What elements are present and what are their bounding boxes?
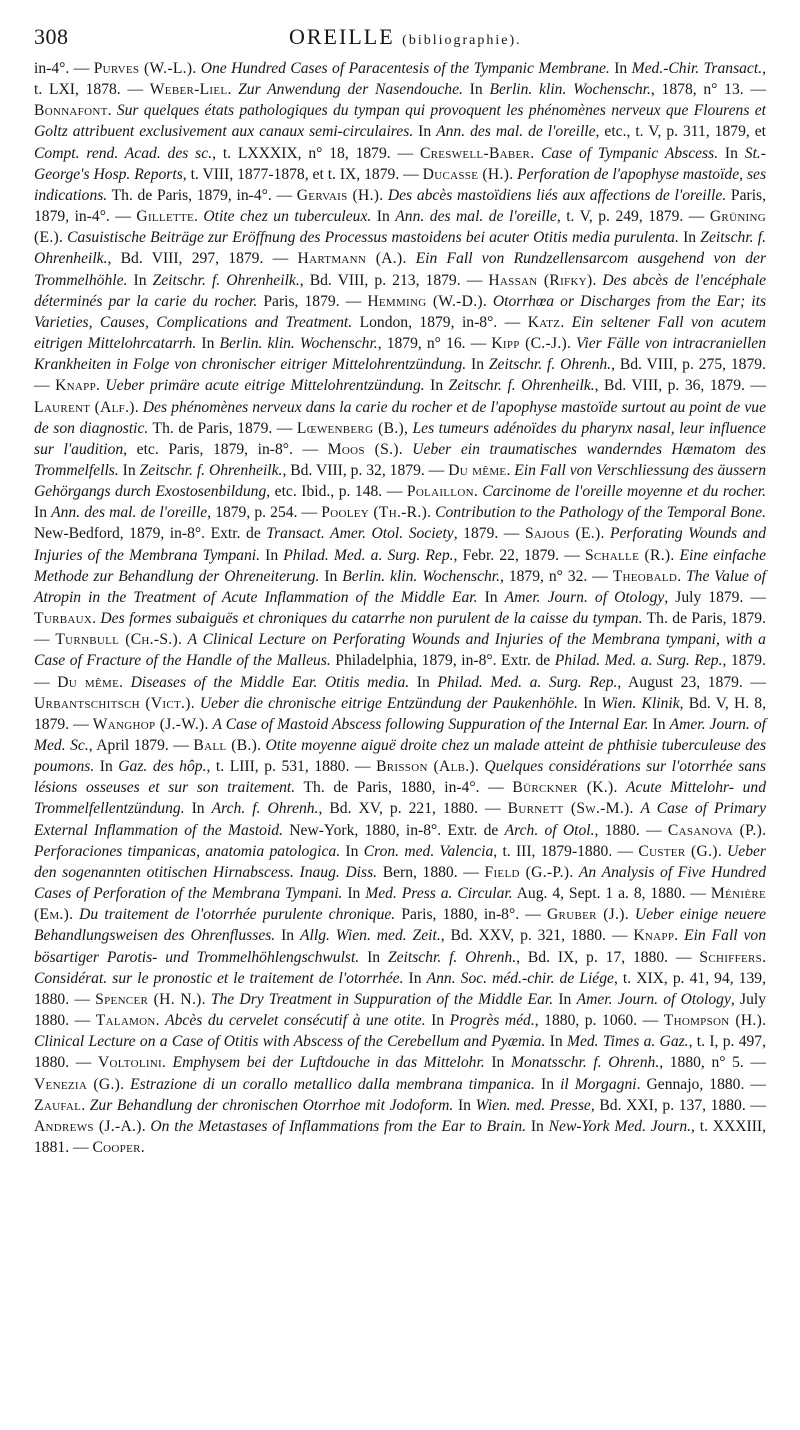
citation-text: London, 1879, in-8°. —: [352, 313, 528, 331]
work-title: Ann. Soc. méd.-chir. de Liége: [426, 969, 614, 987]
work-title: Philad. Med. a. Surg. Rep.: [283, 546, 454, 564]
citation-text: , Bd. VIII, p. 213, 1879. —: [299, 271, 489, 289]
citation-text: , t. LXXXIX, n° 18, 1879. —: [212, 144, 420, 162]
author-name: Grüning (E.): [34, 208, 767, 247]
work-title: Cron. med. Valencia: [363, 842, 494, 860]
citation-text: Bern, 1880. —: [377, 863, 485, 881]
citation-text: .: [670, 546, 680, 564]
work-title: Zeitschr. f. Ohrenheilk.: [448, 377, 595, 395]
work-title: Wien. Klinik: [601, 694, 680, 712]
citation-text: . Gennajo, 1880. —: [636, 1075, 767, 1093]
work-title: Ueber primäre acute eitrige Mittelohrentzündung.: [105, 377, 425, 395]
citation-text: In: [342, 885, 366, 903]
work-title: A Clinical Lecture on Perforating Wounds and Injuries of the Membrana tympani, with a Case of Fracture of the Handle of the Malleus.: [34, 631, 766, 670]
citation-text: .: [107, 102, 117, 120]
work-title: A Case of Mastoid Abscess following Suppuration of the Internal Ear.: [212, 715, 649, 733]
citation-text: In: [359, 948, 388, 966]
citation-text: , t. III, 1879-1880. —: [493, 842, 639, 860]
work-title: Zeitschr. f. Ohrenheilk.: [139, 461, 283, 479]
citation-text: Philadelphia, 1879, in-8°. Extr. de: [330, 652, 555, 670]
citation-text: In: [534, 1075, 561, 1093]
author-name: Bürckner (K.): [512, 779, 614, 797]
work-title: Considérat. sur le pronostic et le traitement de l'otorrhée.: [34, 969, 404, 987]
work-title: Med.-Chir. Transact.: [631, 60, 763, 77]
citation-text: New-York, 1880, in-8°. Extr. de: [283, 821, 505, 839]
author-name: Gruber (J.): [547, 906, 625, 924]
citation-text: .: [192, 60, 201, 77]
work-title: Perforaciones timpanicas, anatomia patologica.: [34, 842, 341, 860]
work-title: Eine einfache Methode zur Behandlung der Ohreneiterung.: [34, 546, 767, 585]
work-title: Ein seltener Fall von acutem eitrigen Mittelohrcatarrh.: [34, 313, 766, 353]
citation-text: , etc. Ibid., p. 148. —: [266, 483, 407, 501]
author-name: Polaillon: [406, 483, 474, 501]
work-title: Sur quelques états pathologiques du tympan qui provoquent les phénomènes nerveux que Flourens et Goltz attribuent exclusivement aux canaux semi-circulaires.: [34, 102, 766, 141]
citation-text: .: [398, 440, 413, 458]
citation-text: .: [201, 990, 211, 1008]
work-title: St.-George's Hosp. Reports: [34, 144, 766, 183]
citation-text: .: [717, 842, 728, 860]
work-title: On the Metastases of Inflammations from the Ear to Brain.: [150, 1117, 527, 1135]
citation-text: .: [509, 165, 518, 183]
work-title: Berlin. klin. Wochenschr.: [489, 81, 651, 99]
work-title: Ein Fall von Rundzellensarcom ausgehend von der Trommelhöhle.: [34, 250, 767, 289]
work-title: The Value of Atropin in the Treatment of Acute Inflammation of the Middle Ear.: [34, 567, 766, 606]
citation-text: In: [462, 81, 490, 99]
citation-text: .: [178, 631, 188, 649]
work-title: Berlin. klin. Wochenschr.: [219, 335, 378, 353]
work-title: A Case of Primary External Inflammation of the Mastoid.: [34, 800, 767, 839]
work-title: Perforating Wounds and Injuries of the Membrana Tympani.: [34, 525, 767, 564]
citation-text: , t. VIII, 1877-1878, et t. IX, 1879. —: [182, 165, 423, 183]
citation-text: In: [425, 1012, 450, 1030]
citation-text: .: [762, 1012, 766, 1030]
work-title: Arch. f. Ohrenh.: [211, 800, 319, 818]
author-name: Hemming (W.-D.): [367, 292, 483, 310]
work-title: Du traitement de l'otorrhée purulente chronique.: [79, 906, 396, 924]
author-name: Creswell-Baber: [419, 144, 531, 162]
citation-text: Aug. 4, Sept. 1 a. 8, 1880. —: [512, 885, 711, 903]
work-title: Perforation de l'apophyse mastoïde, ses indications.: [34, 165, 767, 204]
work-title: Carcinome de l'oreille moyenne et du rocher.: [482, 483, 767, 501]
author-name: Pooley (Th.-R.): [321, 504, 428, 522]
work-title: Abcès du cervelet consécutif à une otite.: [165, 1012, 426, 1030]
work-title: Philad. Med. a. Surg. Rep.: [437, 673, 618, 691]
citation-text: , t. XIX, p. 41, 94, 139, 1880. —: [34, 969, 766, 1008]
author-name: Custer (G.): [638, 842, 718, 860]
citation-text: In: [275, 927, 301, 945]
author-name: Ducasse (H.): [422, 165, 510, 183]
citation-text: .: [427, 504, 436, 522]
author-name: Brisson (Alb.): [376, 758, 475, 776]
citation-text: In: [409, 673, 438, 691]
running-title-subtitle: (bibliographie).: [402, 33, 522, 48]
citation-text: .: [96, 377, 106, 395]
author-name: Knapp: [55, 377, 96, 395]
citation-text: In: [371, 208, 396, 226]
work-title: Ein Fall von bösartiger Parotis- und Trommelhöhlengschwulst.: [34, 927, 767, 966]
author-name: Theobald: [612, 567, 678, 585]
work-title: Amer. Journ. of Med. Sc.: [34, 715, 766, 754]
citation-text: In: [127, 271, 153, 289]
author-name: Kipp (C.-J.): [491, 335, 568, 353]
citation-text: .: [141, 1117, 151, 1135]
author-name: Wanghop (J.-W.): [92, 715, 205, 733]
citation-text: In: [196, 335, 220, 353]
citation-text: .: [567, 335, 577, 353]
citation-text: .: [155, 1012, 166, 1030]
work-title: Otite chez un tuberculeux.: [203, 208, 372, 226]
citation-text: In: [94, 758, 119, 776]
work-title: Wien. med. Presse: [475, 1096, 591, 1114]
citation-text: In: [34, 504, 52, 522]
author-name: Purves (W.-L.): [93, 60, 193, 77]
author-name: Burnett (Sw.-M.): [507, 800, 630, 818]
citation-text: .: [402, 250, 416, 268]
bibliography-paragraph: [34, 58, 766, 1158]
work-title: Ann. des mal. de l'oreille: [395, 208, 557, 226]
citation-text: ,: [404, 419, 413, 437]
citation-text: , t. LIII, p. 531, 1880. —: [206, 758, 377, 776]
work-title: Des abcès mastoïdiens liés aux affections de l'oreille.: [387, 186, 727, 204]
work-title: Med. Times a. Gaz.: [566, 1033, 689, 1051]
work-title: Amer. Journ. of Otology: [504, 588, 665, 606]
citation-text: , April 1879. —: [88, 737, 194, 754]
citation-text: , Bd. IX, p. 17, 1880. —: [516, 948, 700, 966]
work-title: Zeitschr. f. Ohrenh.: [488, 356, 612, 374]
running-title: [289, 24, 522, 50]
author-name: Cooper: [92, 1138, 141, 1156]
author-name: Andrews (J.-A.): [34, 1117, 142, 1135]
author-name: Field (G.-P.): [484, 863, 570, 881]
citation-text: In: [718, 144, 745, 162]
citation-text: Paris, 1880, in-8°. —: [395, 906, 547, 924]
work-title: Ueber ein traumatisches wanderndes Hæmatom des Trommelfells.: [34, 440, 766, 479]
author-name: Schalle (R.): [584, 546, 671, 564]
author-name: Gillette: [136, 208, 195, 226]
citation-text: .: [506, 461, 515, 479]
citation-text: In: [553, 990, 577, 1008]
work-title: Acute Mittelohr- und Trommelfellentzündung.: [34, 779, 766, 818]
citation-text: .: [120, 1075, 131, 1093]
citation-text: , t. XXXIII, 1881. —: [34, 1117, 767, 1156]
citation-text: .: [140, 1138, 145, 1156]
author-name: Ball (B.): [193, 737, 258, 754]
citation-text: .: [473, 483, 483, 501]
work-title: Diseases of the Middle Ear. Otitis media.: [130, 673, 410, 691]
citation-text: , 1879, p. 254. —: [207, 504, 322, 522]
work-title: Des formes subaiguës et chroniques du catarrhe non purulent de la caisse du tympan.: [100, 610, 643, 628]
author-name: Gervais (H.): [296, 186, 380, 204]
citation-text: .: [674, 927, 685, 945]
citation-text: In: [484, 1054, 511, 1072]
work-title: Quelques considérations sur l'otorrhée sans lésions osseuses et sur son traitement.: [34, 758, 767, 797]
citation-text: In: [678, 229, 701, 247]
citation-text: , t. LXI, 1878. —: [34, 60, 766, 99]
citation-text: Th. de Paris, 1879. —: [34, 610, 767, 649]
citation-text: , August 23, 1879. —: [617, 673, 767, 691]
author-name: Hartmann (A.): [297, 250, 403, 268]
citation-text: .: [194, 208, 204, 226]
citation-text: , 1880. —: [594, 821, 668, 839]
work-title: Case of Tympanic Abscess.: [540, 144, 719, 162]
work-title: Ein Fall von Verschliessung des äussern Gehörgangs durch Exostosenbildung: [34, 461, 767, 501]
citation-text: , Bd. XXI, p. 137, 1880. —: [590, 1096, 766, 1114]
author-name: Turnbull (Ch.-S.): [55, 631, 178, 649]
citation-text: Th. de Paris, 1879. —: [148, 419, 297, 437]
work-title: Contribution to the Pathology of the Temporal Bone.: [435, 504, 767, 522]
work-title: Clinical Lecture on a Case of Otitis with Abscess of the Cerebellum and Pyæmia.: [34, 1033, 546, 1051]
citation-text: Th. de Paris, 1880, in-4°. —: [295, 779, 513, 797]
work-title: Des abcès de l'encéphale déterminés par la carie du rocher.: [34, 271, 766, 310]
citation-text: .: [624, 906, 635, 924]
citation-text: Paris, 1879, in-4°. —: [34, 186, 766, 226]
citation-text: .: [162, 1054, 173, 1072]
citation-text: .: [762, 821, 766, 839]
running-title-main: OREILLE: [289, 24, 395, 49]
work-title: Arch. of Otol.: [504, 821, 595, 839]
citation-text: .: [81, 1096, 90, 1114]
work-title: Otite moyenne aiguë droite chez un malade atteint de phthisie tuberculeuse des poumons.: [34, 737, 767, 776]
work-title: Otorrhœa or Discharges from the Ear; its Varieties, Causes, Complications and Treatment.: [34, 292, 767, 331]
citation-text: .: [119, 673, 131, 691]
citation-text: In: [577, 694, 602, 712]
citation-text: In: [340, 842, 364, 860]
citation-text: .: [530, 144, 541, 162]
citation-text: In: [466, 356, 489, 374]
citation-text: , Bd. VIII, 297, 1879. —: [107, 250, 298, 268]
citation-text: .: [69, 906, 80, 924]
author-name: Spencer (H. N.): [95, 990, 202, 1008]
citation-text: , etc. Paris, 1879, in-8°. —: [123, 440, 328, 458]
citation-text: , Bd. XV, p. 221, 1880. —: [318, 800, 508, 818]
work-title: An Analysis of Five Hundred Cases of Perforation of the Membrana Tympani.: [34, 863, 767, 903]
citation-text: .: [134, 398, 143, 416]
citation-text: In: [184, 800, 212, 818]
citation-text: .: [677, 567, 686, 585]
running-head: [34, 22, 766, 58]
citation-text: In: [453, 1096, 476, 1114]
citation-text: In: [403, 969, 427, 987]
citation-text: In: [477, 588, 505, 606]
work-title: Transact. Amer. Otol. Society: [266, 525, 454, 543]
citation-text: In: [413, 123, 437, 141]
work-title: Gaz. des hôp.: [118, 758, 207, 776]
work-title: One Hundred Cases of Paracentesis of the Tympanic Membrane.: [200, 60, 610, 77]
author-name: Hassan (Rifky): [488, 271, 593, 289]
citation-text: , etc., t. V, p. 311, 1879, et: [595, 123, 766, 141]
citation-text: In: [424, 377, 449, 395]
work-title: Casuistische Beiträge zur Eröffnung des Processus mastoidens bei acuter Otitis media purulenta.: [67, 229, 679, 247]
work-title: Compt. rend. Acad. des sc.: [34, 144, 213, 162]
citation-text: , Bd. VIII, p. 275, 1879. —: [34, 356, 766, 395]
work-title: Zur Behandlung der chronischen Otorrhoe mit Jodoform.: [89, 1096, 454, 1114]
author-name: Weber-Liel: [149, 81, 228, 99]
citation-text: In: [609, 60, 632, 77]
citation-text: .: [474, 758, 485, 776]
citation-text: .: [379, 186, 388, 204]
citation-text: .: [762, 948, 766, 966]
work-title: Estrazione di un corallo metallico dalla membrana timpanica.: [130, 1075, 535, 1093]
work-title: The Dry Treatment in Suppuration of the Middle Ear.: [210, 990, 554, 1008]
author-name: Katz: [527, 313, 561, 331]
citation-text: .: [227, 81, 239, 99]
work-title: New-York Med. Journ.: [548, 1117, 692, 1135]
author-name: Bonnafont: [34, 102, 108, 120]
work-title: Zeitschr. f. Ohrenh.: [387, 948, 517, 966]
work-title: Allg. Wien. med. Zeit.: [300, 927, 441, 945]
work-title: Emphysem bei der Luftdouche in das Mittelohr.: [172, 1054, 485, 1072]
author-name: Lœwenberg (B.): [296, 419, 405, 437]
citation-text: .: [560, 313, 572, 331]
citation-text: , Bd. XXV, p. 321, 1880. —: [440, 927, 634, 945]
citation-text: , t. I, p. 497, 1880. —: [34, 1033, 766, 1072]
citation-text: , 1878, n° 13. —: [650, 81, 767, 99]
citation-text: Paris, 1879. —: [257, 292, 368, 310]
citation-text: .: [482, 292, 493, 310]
citation-text: In: [319, 567, 343, 585]
work-title: Philad. Med. a. Surg. Rep.: [554, 652, 723, 670]
page: [34, 22, 766, 1158]
work-title: Ueber den sogenannten otitischen Hirnabscess. Inaug. Diss.: [34, 842, 766, 881]
author-name: Voltolini: [97, 1054, 163, 1072]
citation-text: Th. de Paris, 1879, in-4°. —: [107, 186, 297, 204]
author-name: Talamon: [95, 1012, 156, 1030]
author-name: Zaufal: [34, 1096, 82, 1114]
work-title: Zeitschr. f. Ohrenheilk.: [152, 271, 300, 289]
work-title: Zeitschr. f. Ohrenheilk.: [34, 229, 766, 268]
citation-text: .: [600, 525, 610, 543]
citation-text: , 1880, n° 5. —: [659, 1054, 767, 1072]
citation-text: , Bd. VIII, p. 36, 1879. —: [594, 377, 766, 395]
citation-text: , July 1879. —: [664, 588, 766, 606]
citation-text: .: [629, 800, 641, 818]
author-name: Schiffers: [699, 948, 763, 966]
citation-text: .: [592, 271, 603, 289]
author-name: Thompson (H.): [663, 1012, 763, 1030]
citation-text: .: [257, 737, 266, 754]
citation-text: , 1879. —: [453, 525, 525, 543]
citation-text: In: [526, 1117, 549, 1135]
citation-text: .: [59, 229, 68, 247]
work-title: Ann. des mal. de l'oreille: [436, 123, 596, 141]
author-name: Ménière (Em.): [34, 885, 766, 924]
citation-text: , Bd. VIII, p. 32, 1879. —: [282, 461, 449, 479]
work-title: Berlin. klin. Wochenschr.: [342, 567, 501, 585]
citation-text: New-Bedford, 1879, in-8°. Extr. de: [34, 525, 267, 543]
work-title: Ann. des mal. de l'oreille: [51, 504, 208, 522]
citation-text: , Bd. V, H. 8, 1879. —: [34, 694, 767, 733]
citation-text: , t. V, p. 249, 1879. —: [556, 208, 710, 226]
citation-text: In: [545, 1033, 567, 1051]
author-name: Knapp: [633, 927, 675, 945]
citation-text: In: [648, 715, 670, 733]
work-title: Ueber die chronische eitrige Entzündung der Paukenhöhle.: [199, 694, 578, 712]
work-title: Zur Anwendung der Nasendouche.: [238, 81, 463, 99]
citation-text: in-4°. —: [34, 60, 94, 77]
author-name: Turbaux: [34, 610, 93, 628]
citation-text: .: [204, 715, 213, 733]
work-title: Monatsschr. f. Ohrenh.: [510, 1054, 660, 1072]
work-title: Ueber einige neuere Behandlungsweisen des Ohrenflusses.: [34, 906, 767, 945]
citation-text: , 1879. —: [34, 652, 767, 691]
work-title: Vier Fälle von intracraniellen Krankheiten in Folge von chronischer eitriger Mittelohrentzündung.: [34, 335, 766, 374]
work-title: Des phénomènes nerveux dans la carie du rocher et de l'apophyse mastoïde surtout au point de vue de son diagnostic.: [34, 398, 766, 437]
author-name: Du même: [57, 673, 120, 691]
citation-text: , 1879, n° 32. —: [500, 567, 613, 585]
work-title: Amer. Journ. of Otology: [576, 990, 731, 1008]
author-name: Sajous (E.): [524, 525, 601, 543]
author-name: Moos (S.): [327, 440, 399, 458]
citation-text: , 1880, p. 1060. —: [534, 1012, 664, 1030]
page-number: 308: [34, 24, 69, 49]
work-title: Med. Press a. Circular.: [365, 885, 513, 903]
citation-text: .: [569, 863, 579, 881]
author-name: Casanova (P.): [667, 821, 763, 839]
citation-text: .: [92, 610, 101, 628]
citation-text: , July 1880. —: [34, 990, 766, 1030]
citation-text: , 1879, n° 16. —: [377, 335, 492, 353]
author-name: Du même: [448, 461, 507, 479]
work-title: Les tumeurs adénoïdes du pharynx nasal, leur influence sur l'audition: [34, 419, 766, 458]
citation-text: .: [613, 779, 627, 797]
citation-text: .: [190, 694, 200, 712]
citation-text: , Febr. 22, 1879. —: [453, 546, 585, 564]
author-name: Laurent (Alf.): [34, 398, 135, 416]
work-title: il Morgagni: [560, 1075, 637, 1093]
author-name: Venezia (G.): [34, 1075, 121, 1093]
citation-text: In: [118, 461, 140, 479]
citation-text: In: [260, 546, 284, 564]
work-title: Progrès méd.: [449, 1012, 535, 1030]
author-name: Urbantschitsch (Vict.): [34, 694, 191, 712]
